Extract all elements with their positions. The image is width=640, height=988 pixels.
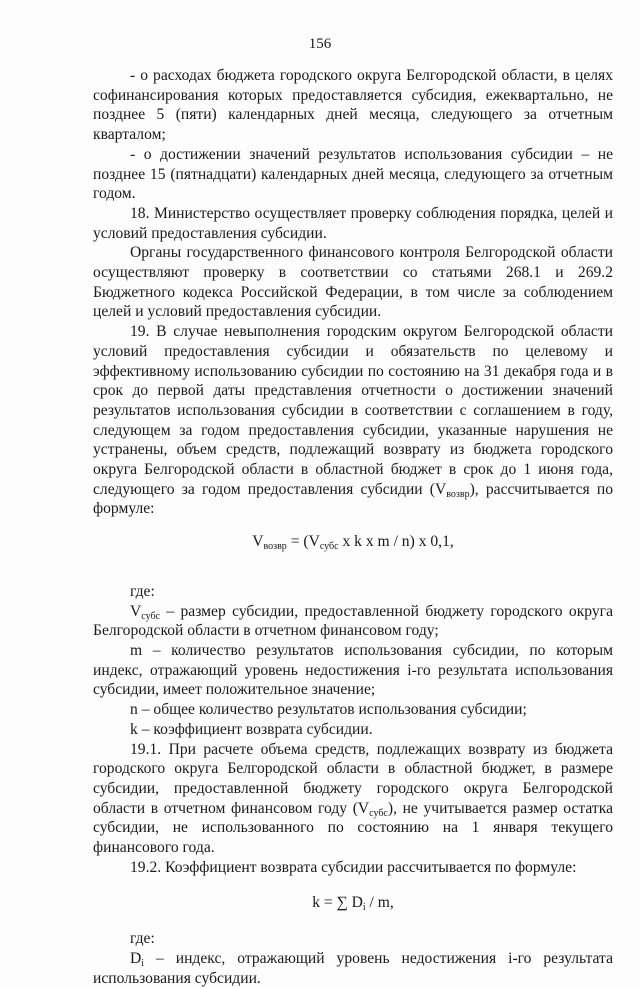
paragraph-18: 18. Министерство осуществляет проверку соблюдения порядка, целей и условий предоставления субсидии. [93, 204, 613, 242]
where-label-2: где: [130, 930, 155, 948]
definition-n: n – общее количество результатов использования субсидии; [130, 701, 527, 719]
where-label: где: [130, 582, 155, 600]
paragraph-19: 19. В случае невыполнения городским округом Белгородской области условий предоставления субсидии и обязательств по целевому и эффективному использованию субсидии по состоянию на 31 декабря года и в срок до первой даты представления отчетности о достижении значений результатов использования субсидии в соответствии с соглашением в году, следующем за годом предоставления субсидии, указанные нарушения не устранены, объем средств, подлежащий возврату из бюджета городского округа Белгородской области в областной бюджет в срок до 1 июня года, следующего за годом предоставления субсидии $(V_{возвр})$, рассчитывается по формуле: [93, 323, 613, 518]
page-number: 156 [308, 36, 332, 52]
paragraph-19-1: 19.1. При расчете объема средств, подлежащих возврату из бюджета городского округа Белгородской области в областной бюджет, в размере субсидии, предоставленной бюджету городского округа Белгородской области в отчетном финансовом году $(V_{субс})$, не учитывается размер остатка субсидии, не использованного по состоянию на 1 января текущего финансового года. [93, 740, 613, 857]
definition-v-subs: $V_{субс}$ – размер субсидии, предоставленной бюджету городского округа Белгородской области в отчетном финансовом году; [93, 602, 613, 640]
formula-refund-volume: $V_{возвр} = (V_{субс}$ x k x m / n) x 0,1, [252, 533, 454, 553]
paragraph-report-results: - о достижении значений результатов использования субсидии – не позднее 15 (пятнадцати) календарных дней месяца, следующего за отчетным годом. [93, 145, 613, 203]
formula-refund-coefficient: k = ∑ $D_i$ / m, [312, 894, 394, 914]
paragraph-19-2: 19.2. Коэффициент возврата субсидии рассчитывается по формуле: [130, 858, 577, 876]
definition-k: k – коэффициент возврата субсидии. [130, 720, 373, 738]
paragraph-report-expenses: - о расходах бюджета городского округа Белгородской области, в целях софинансирования которых предоставляется субсидия, ежеквартально, не позднее 5 (пяти) календарных дней месяца, следующего за отчетным кварталом; [93, 67, 613, 144]
document-body [93, 66, 613, 988]
paragraph-control-bodies: Органы государственного финансового контроля Белгородской области осуществляют проверку в соответствии со статьями 268.1 и 269.2 Бюджетного кодекса Российской Федерации, в том числе за соблюдением целей и условий предоставления субсидии. [93, 244, 613, 321]
definition-m: m – количество результатов использования субсидии, по которым индекс, отражающий уровень недостижения i-го результата использования субсидии, имеет положительное значение; [93, 641, 613, 699]
definition-d-i: $D_i$ – индекс, отражающий уровень недостижения i-го результата использования субсидии. [93, 949, 613, 987]
